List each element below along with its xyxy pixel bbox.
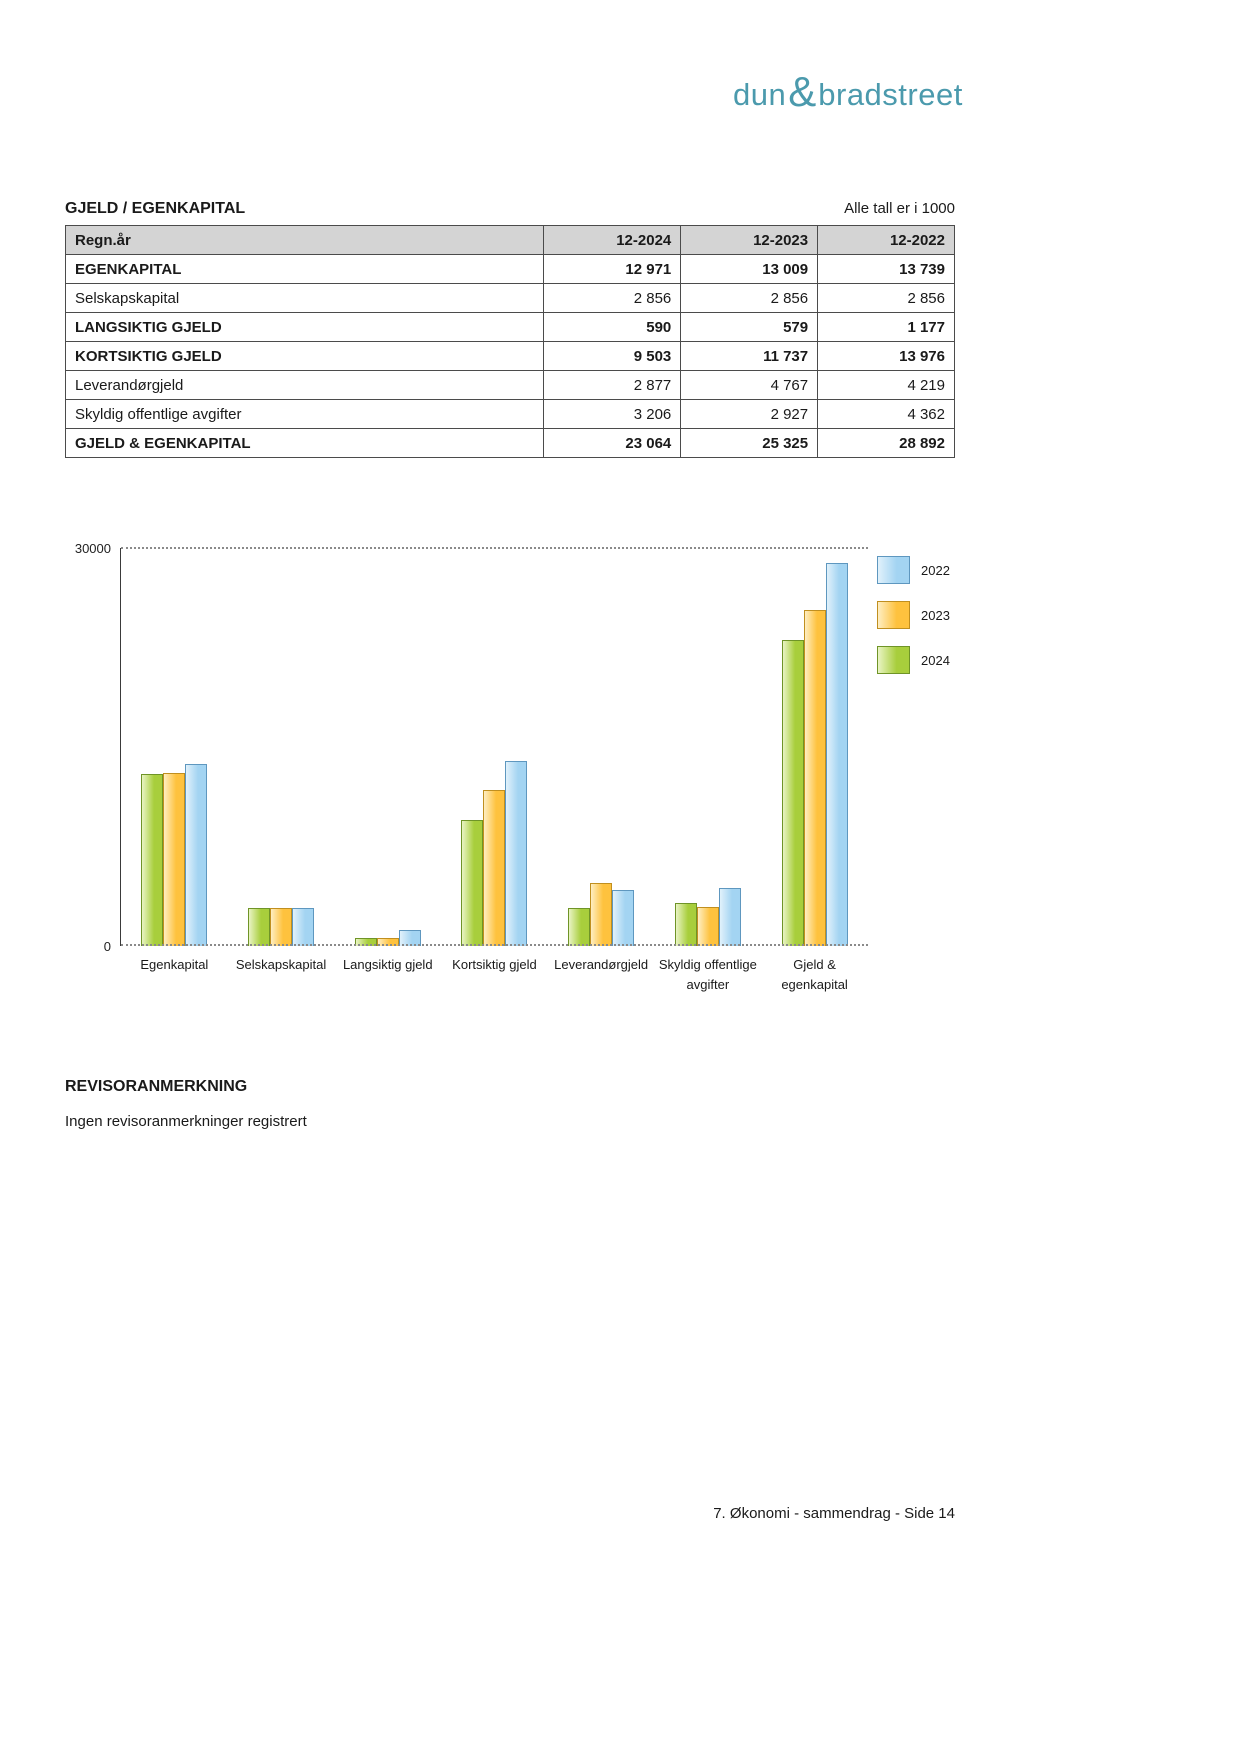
bar-2022 bbox=[185, 764, 207, 946]
category-label: Egenkapital bbox=[140, 957, 209, 972]
category-label: Gjeld & egenkapital bbox=[781, 957, 848, 992]
table-row bbox=[66, 313, 955, 342]
y-axis-tick-max: 30000 bbox=[74, 541, 111, 556]
units-note: Alle tall er i 1000 bbox=[844, 200, 955, 217]
bar-2024 bbox=[675, 903, 697, 946]
balance-table-head-row bbox=[66, 226, 955, 255]
table-row bbox=[66, 342, 955, 371]
row-value: 579 bbox=[681, 313, 818, 342]
column-header: 12-2022 bbox=[818, 226, 955, 255]
chart-legend bbox=[877, 556, 950, 691]
row-label: Leverandørgjeld bbox=[66, 371, 544, 400]
legend-swatch-2022 bbox=[877, 556, 910, 584]
category-label: Selskapskapital bbox=[235, 957, 327, 972]
bar-cluster bbox=[141, 764, 207, 946]
row-value: 2 927 bbox=[681, 400, 818, 429]
row-label: Selskapskapital bbox=[66, 284, 544, 313]
category-label: Skyldig offentlige avgifter bbox=[658, 957, 757, 992]
column-header: 12-2023 bbox=[681, 226, 818, 255]
bar-2023 bbox=[163, 773, 185, 946]
category-label: Kortsiktig gjeld bbox=[452, 957, 537, 972]
row-value: 4 219 bbox=[818, 371, 955, 400]
table-row bbox=[66, 429, 955, 458]
row-value: 13 976 bbox=[818, 342, 955, 371]
table-header-row bbox=[65, 200, 955, 218]
row-label: EGENKAPITAL bbox=[66, 255, 544, 284]
bar-2022 bbox=[292, 908, 314, 946]
row-value: 13 739 bbox=[818, 255, 955, 284]
row-value: 1 177 bbox=[818, 313, 955, 342]
column-header: Regn.år bbox=[66, 226, 544, 255]
bar-cluster bbox=[355, 930, 421, 946]
bar-2023 bbox=[697, 907, 719, 946]
table-row bbox=[66, 400, 955, 429]
gjeld-egenkapital-section bbox=[65, 200, 955, 458]
row-value: 28 892 bbox=[818, 429, 955, 458]
table-row bbox=[66, 255, 955, 284]
category-label: Langsiktig gjeld bbox=[342, 957, 433, 972]
y-axis-tick-zero: 0 bbox=[103, 939, 111, 954]
bar-2024 bbox=[248, 908, 270, 946]
bar-2024 bbox=[461, 820, 483, 946]
legend-item-2022 bbox=[877, 556, 950, 584]
row-value: 590 bbox=[544, 313, 681, 342]
bar-2022 bbox=[719, 888, 741, 946]
row-label: LANGSIKTIG GJELD bbox=[66, 313, 544, 342]
bar-2024 bbox=[568, 908, 590, 946]
bar-cluster bbox=[461, 761, 527, 946]
legend-item-2023 bbox=[877, 601, 950, 629]
bar-group bbox=[452, 548, 537, 972]
bar-group bbox=[235, 548, 327, 972]
bar-2024 bbox=[782, 640, 804, 946]
row-value: 4 362 bbox=[818, 400, 955, 429]
row-value: 2 856 bbox=[818, 284, 955, 313]
row-label: KORTSIKTIG GJELD bbox=[66, 342, 544, 371]
bar-2023 bbox=[804, 610, 826, 946]
row-label: GJELD & EGENKAPITAL bbox=[66, 429, 544, 458]
legend-label: 2024 bbox=[921, 652, 950, 668]
table-row bbox=[66, 371, 955, 400]
revisor-text: Ingen revisoranmerkninger registrert bbox=[65, 1113, 307, 1130]
bar-2023 bbox=[483, 790, 505, 946]
balance-table-body bbox=[66, 255, 955, 458]
row-label: Skyldig offentlige avgifter bbox=[66, 400, 544, 429]
bar-group bbox=[140, 548, 209, 972]
balance-table bbox=[65, 225, 955, 458]
bar-group bbox=[781, 548, 848, 992]
legend-swatch-2024 bbox=[877, 646, 910, 674]
bar-cluster bbox=[568, 883, 634, 946]
row-value: 4 767 bbox=[681, 371, 818, 400]
bar-chart-plot bbox=[120, 548, 868, 992]
page-footer: 7. Økonomi - sammendrag - Side 14 bbox=[713, 1505, 955, 1522]
dun-bradstreet-logo bbox=[733, 68, 963, 116]
row-value: 2 856 bbox=[544, 284, 681, 313]
bar-cluster bbox=[782, 563, 848, 946]
bar-2023 bbox=[377, 938, 399, 946]
bar-2023 bbox=[270, 908, 292, 946]
legend-swatch-2023 bbox=[877, 601, 910, 629]
chart-section bbox=[65, 541, 1075, 1008]
bar-2024 bbox=[355, 938, 377, 946]
bar-group bbox=[554, 548, 649, 972]
logo-dun: dun bbox=[733, 77, 787, 112]
row-value: 13 009 bbox=[681, 255, 818, 284]
row-value: 3 206 bbox=[544, 400, 681, 429]
bar-2023 bbox=[590, 883, 612, 946]
bar-group bbox=[658, 548, 757, 992]
bar-cluster bbox=[675, 888, 741, 946]
column-header: 12-2024 bbox=[544, 226, 681, 255]
logo-ampersand-icon: & bbox=[788, 68, 817, 115]
row-value: 9 503 bbox=[544, 342, 681, 371]
bar-2024 bbox=[141, 774, 163, 946]
row-value: 25 325 bbox=[681, 429, 818, 458]
row-value: 2 877 bbox=[544, 371, 681, 400]
legend-label: 2023 bbox=[921, 607, 950, 623]
revisor-section bbox=[65, 1078, 955, 1130]
bar-cluster bbox=[248, 908, 314, 946]
section-title: GJELD / EGENKAPITAL bbox=[65, 200, 246, 217]
legend-label: 2022 bbox=[921, 562, 950, 578]
logo-bradstreet: bradstreet bbox=[818, 77, 963, 112]
bar-2022 bbox=[826, 563, 848, 946]
bar-2022 bbox=[612, 890, 634, 946]
revisor-title: REVISORANMERKNING bbox=[65, 1078, 248, 1095]
bar-2022 bbox=[505, 761, 527, 946]
legend-item-2024 bbox=[877, 646, 950, 674]
row-value: 2 856 bbox=[681, 284, 818, 313]
category-label: Leverandørgjeld bbox=[554, 957, 649, 972]
row-value: 23 064 bbox=[544, 429, 681, 458]
table-row bbox=[66, 284, 955, 313]
bar-2022 bbox=[399, 930, 421, 946]
row-value: 11 737 bbox=[681, 342, 818, 371]
bar-group bbox=[342, 548, 433, 972]
row-value: 12 971 bbox=[544, 255, 681, 284]
